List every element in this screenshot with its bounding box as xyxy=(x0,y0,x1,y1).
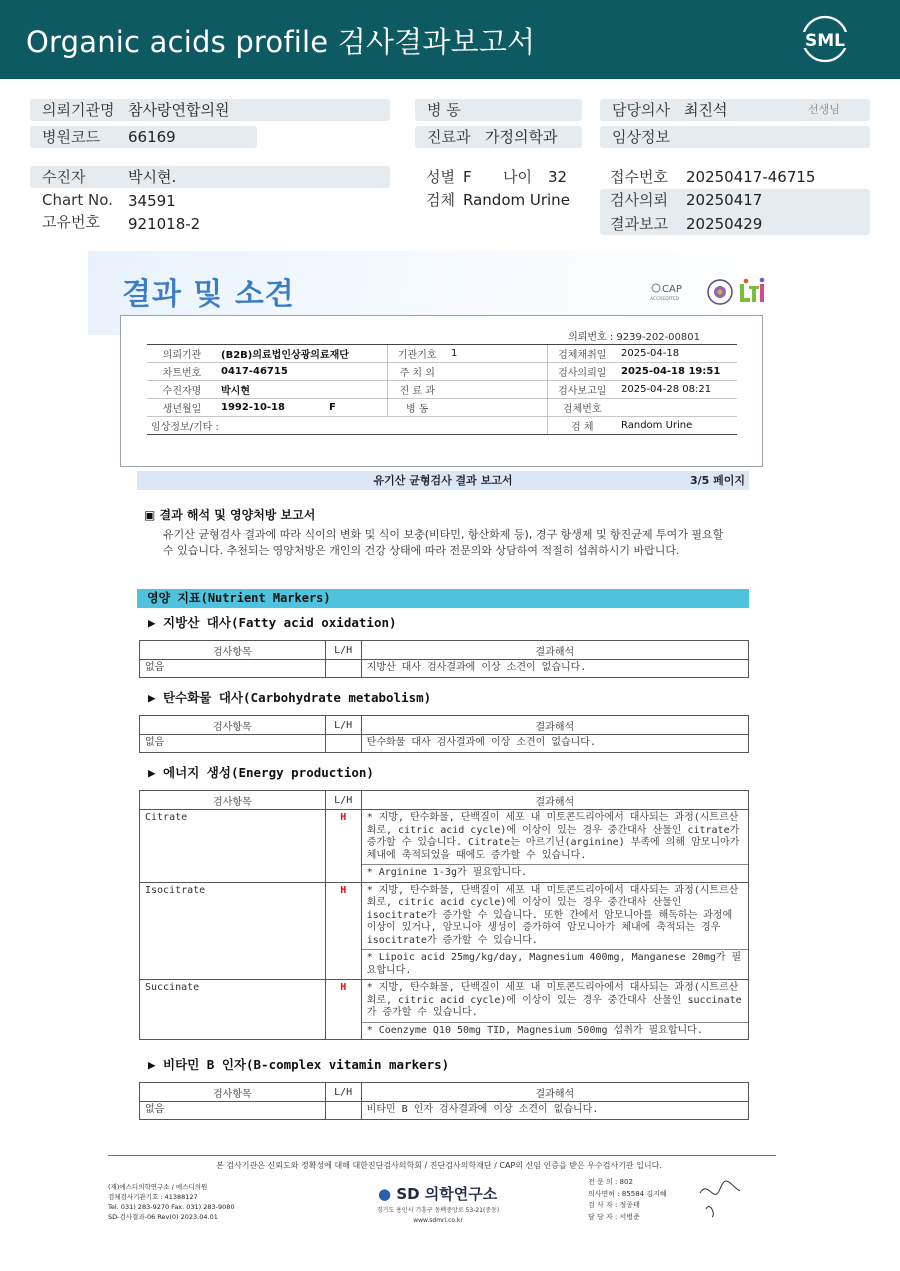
receipt-no: 20250417-46715 xyxy=(686,168,816,186)
recommendation: * Arginine 1-3g가 필요합니다. xyxy=(362,864,748,880)
item-isocitrate: Isocitrate xyxy=(140,882,326,980)
signature-icon xyxy=(696,1175,746,1225)
table-row: Succinate H * 지방, 탄수화물, 단백질이 세포 내 미토콘드리아에서 대사되는 과정(시트르산 회로, citric acid cycle)에 이상이 있는 경우 중간대사 산물인 succinate가 증가할 수 있습니다. * Coenzyme Q10 50mg TID, Magnesium 500mg 섭취가 필요합니다. xyxy=(140,980,749,1040)
flag-high: H xyxy=(325,980,361,1040)
sd-logo-icon: ● xyxy=(378,1185,392,1203)
clinical-row: 임상정보 xyxy=(600,126,870,148)
dept-value: 가정의학과 xyxy=(485,128,558,146)
recommendation: * Lipoic acid 25mg/kg/day, Magnesium 400mg, Manganese 20mg가 필요합니다. xyxy=(362,949,748,977)
institution-row: 의뢰기관명 참사랑연합의원 xyxy=(30,99,390,121)
header-bar xyxy=(0,0,900,79)
request-info-box xyxy=(120,315,763,467)
lab-report xyxy=(88,251,790,1271)
age-value: 32 xyxy=(548,168,568,186)
ward-row: 병 동 xyxy=(415,99,582,121)
meta-row: 수진자명 박시현 진 료 과 검사보고일 2025-04-28 08:21 xyxy=(147,381,737,399)
report-heading: 결과 및 소견 xyxy=(122,277,295,312)
page-title: Organic acids profile 검사결과보고서 xyxy=(26,25,536,59)
table-row: 없음 지방산 대사 검사결과에 이상 소견이 없습니다. xyxy=(140,660,749,678)
report-date: 20250429 xyxy=(686,215,763,233)
page-number: 3/5 페이지 xyxy=(689,474,745,487)
square-bullet-icon: ▣ xyxy=(144,508,160,522)
meta-row: 의뢰기관 (B2B)의료법인상광의료재단 기관기호 1 검체채취일 2025-04-18 xyxy=(147,345,737,363)
recommendation: * Coenzyme Q10 50mg TID, Magnesium 500mg 섭취가 필요합니다. xyxy=(362,1022,748,1038)
doctor-row: 담당의사 최진석 선생님 xyxy=(600,99,870,121)
lab-address: 경기도 용인시 기흥구 동백중앙로 53-21(중동) www.sdmri.co.kr xyxy=(376,1207,500,1224)
interpretation-body: 유기산 균형검사 결과에 따라 식이의 변화 및 식이 보충(비타민, 항산화제 등), 경구 항생제 및 항진균제 투여가 필요할 수 있습니다. 추천되는 영양처방은 개인의 건강 상태에 따라 전문의와 상담하여 적절히 섭취하시기 바랍니다. xyxy=(163,528,724,557)
vitamin-b-table: 검사항목 L/H 결과해석 없음 비타민 B 인자 검사결과에 이상 소견이 없습니다. xyxy=(139,1082,749,1120)
chart-no: 34591 xyxy=(128,192,176,210)
hospital-code-row: 병원코드 66169 xyxy=(30,126,257,148)
item-citrate: Citrate xyxy=(140,810,326,883)
cap-icon xyxy=(652,284,660,292)
institution-value: 참사랑연합의원 xyxy=(128,101,230,119)
patient-name-row: 수진자 박시현. xyxy=(30,166,390,188)
section-heading-carbohydrate: ▶ 탄수화물 대사(Carbohydrate metabolism) xyxy=(148,690,432,705)
svg-text:ACCREDITED: ACCREDITED xyxy=(650,297,680,302)
hospital-code-value: 66169 xyxy=(128,128,176,146)
meta-row: 차트번호 0417-46715 주 치 의 검사의뢰일 2025-04-18 19:51 xyxy=(147,363,737,381)
request-number: 의뢰번호 : 9239-202-00801 xyxy=(568,332,700,343)
report-title-strip: 유기산 균형검사 결과 보고서 3/5 페이지 xyxy=(137,471,749,490)
request-date: 20250417 xyxy=(686,191,763,209)
specimen-value: Random Urine xyxy=(463,191,570,209)
section-heading-energy: ▶ 에너지 생성(Energy production) xyxy=(148,765,374,780)
footer-divider xyxy=(108,1155,776,1156)
unique-no: 921018-2 xyxy=(128,215,201,233)
certification-logos xyxy=(646,275,776,309)
table-row: 없음 탄수화물 대사 검사결과에 이상 소견이 없습니다. xyxy=(140,735,749,753)
energy-table: 검사항목 L/H 결과해석 Citrate H * 지방, 탄수화물, 단백질이 세포 내 미토콘드리아에서 대사되는 과정(시트르산 회로, citric acid cycle)에 이상이 있는 경우 중간대사 산물인 citrate가 증가할 수 있습니다. Citrate는 아르기닌(arginine) 부족에 의해 암모니아가 체내에 축적되었을 때에도 증가할 수 있습니다. * Arginine 1-3g가 필요합니다. Isocitrate H * 지방, 탄수화물, 단백질이 세포 내 미토콘드리아에서 대사되는 과정(시트르산 회로, citric acid cycle)에 이상이 있는 경우 중간대사 산물인 isocitrate가 증가할 수 있습니다. 또한 간에서 암모니아를 해독하는 과정에 이상이 있거나, 암모니아 생성이 증가하여 암모니아가 체내에 축적되는 경우 isocitrate가 증가할 수 있습니다. * Lipoic acid 25mg/kg/day, Magnesium 400mg, Manganese 20mg가 필요합니다. Succinate H * 지방, 탄수화물, 단백질이 세포 내 미토콘드리아에서 대사되는 과정(시트르산 회로, citric acid cycle)에 이상이 있는 경우 중간대사 산물인 succinate가 증가할 수 있습니다. * Coenzyme Q10 50mg TID, Magnesium 500mg 섭취가 필요합니다. xyxy=(139,790,749,1040)
interpretation-title: ▣ 결과 해석 및 영양처방 보고서 xyxy=(144,508,316,522)
section-heading-vitamin-b: ▶ 비타민 B 인자(B-complex vitamin markers) xyxy=(148,1057,450,1072)
sex-value: F xyxy=(463,168,472,186)
signatories: 전 문 의 : 802 의사면허 : 85584 김지혜 검 사 자 : 정종태 담 당 자 : 서병준 xyxy=(588,1178,667,1221)
request-info-table xyxy=(147,344,737,435)
table-row: 없음 비타민 B 인자 검사결과에 이상 소견이 없습니다. xyxy=(140,1102,749,1120)
lab-contact: (재)에스디의학연구소 / 에스디의원 검체검사기관기호 : 41388127 Tel. 031) 283-9270 Fax. 031) 283-9080 SD-검사결과-06 Rev(0) 2023.04.01 xyxy=(108,1183,235,1221)
sd-lab-logo: ● SD 의학연구소 xyxy=(378,1185,498,1203)
request-report-block: 검사의뢰 20250417 결과보고 20250429 xyxy=(600,189,870,235)
section-heading-fatty-acid: ▶ 지방산 대사(Fatty acid oxidation) xyxy=(148,615,397,630)
nutrient-markers-bar: 영양 지표(Nutrient Markers) xyxy=(137,589,749,608)
sml-logo-icon xyxy=(796,12,854,66)
flag-high: H xyxy=(325,810,361,883)
flag-high: H xyxy=(325,882,361,980)
accreditation-note: 본 검사기관은 신뢰도와 정확성에 대해 대한진단검사의학회 / 진단검사의학재단 / CAP의 신임 인증을 받은 우수검사기관 입니다. xyxy=(216,1161,662,1170)
dept-row: 진료과 가정의학과 xyxy=(415,126,582,148)
table-row: Isocitrate H * 지방, 탄수화물, 단백질이 세포 내 미토콘드리아에서 대사되는 과정(시트르산 회로, citric acid cycle)에 이상이 있는 경우 중간대사 산물인 isocitrate가 증가할 수 있습니다. 또한 간에서 암모니아를 해독하는 과정에 이상이 있거나, 암모니아 생성이 증가하여 암모니아가 체내에 축적되는 경우 isocitrate가 증가할 수 있습니다. * Lipoic acid 25mg/kg/day, Magnesium 400mg, Manganese 20mg가 필요합니다. xyxy=(140,882,749,980)
meta-row: 생년월일 1992-10-18 F 병 동 검체번호 xyxy=(147,399,737,417)
doctor-value: 최진석 xyxy=(684,101,728,119)
fatty-acid-table: 검사항목 L/H 결과해석 없음 지방산 대사 검사결과에 이상 소견이 없습니다. xyxy=(139,640,749,678)
table-row: Citrate H * 지방, 탄수화물, 단백질이 세포 내 미토콘드리아에서 대사되는 과정(시트르산 회로, citric acid cycle)에 이상이 있는 경우 중간대사 산물인 citrate가 증가할 수 있습니다. Citrate는 아르기닌(arginine) 부족에 의해 암모니아가 체내에 축적되었을 때에도 증가할 수 있습니다. * Arginine 1-3g가 필요합니다. xyxy=(140,810,749,883)
item-succinate: Succinate xyxy=(140,980,326,1040)
patient-name: 박시현. xyxy=(128,168,177,186)
carbohydrate-table: 검사항목 L/H 결과해석 없음 탄수화물 대사 검사결과에 이상 소견이 없습니다. xyxy=(139,715,749,753)
svg-text:CAP: CAP xyxy=(662,284,682,295)
logo-text: SML xyxy=(805,31,845,51)
meta-row: 임상정보/기타 : 검 체 Random Urine xyxy=(147,417,737,435)
